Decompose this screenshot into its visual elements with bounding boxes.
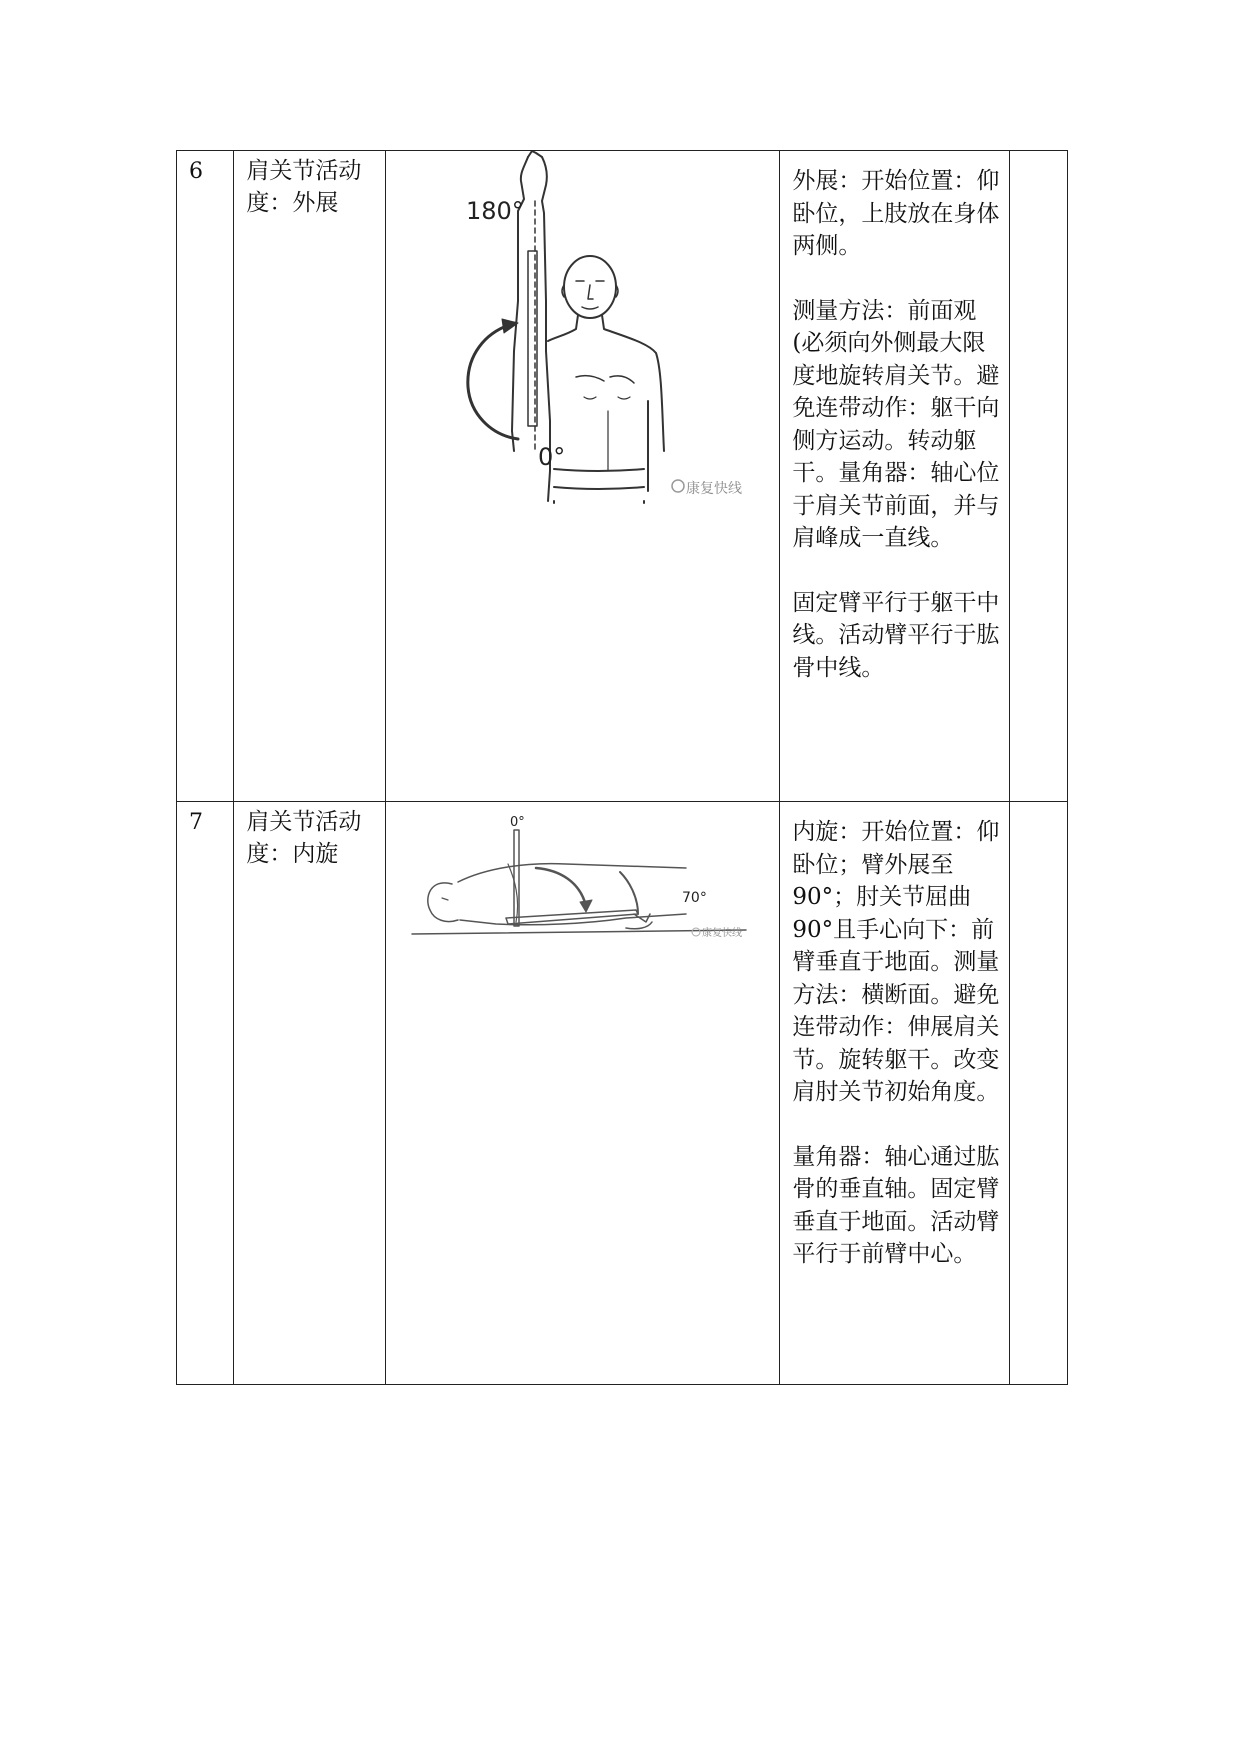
item-name-cell xyxy=(234,802,386,1385)
description-paragraph: 固定臂平行于躯干中线。活动臂平行于肱骨中线。 xyxy=(792,589,1000,681)
item-name: 肩关节活动度：外展 xyxy=(246,158,362,216)
watermark-text: 康复快线 xyxy=(702,928,743,939)
assessment-table xyxy=(176,150,1068,1385)
description-paragraph: 外展：开始位置：仰卧位，上肢放在身体两侧。 xyxy=(792,168,1000,259)
description-paragraph: 量角器：轴心通过肱骨的垂直轴。固定臂垂直于地面。活动臂平行于前臂中心。 xyxy=(792,1143,1000,1267)
row-number: 7 xyxy=(189,810,203,835)
watermark-text: 康复快线 xyxy=(686,481,743,497)
item-name-cell xyxy=(234,151,386,802)
description-paragraph: 测量方法：前面观(必须向外侧最大限度地旋转肩关节。避免连带动作：躯干向侧方运动。转动躯干。量角器：轴心位于肩关节前面，并与肩峰成一直线。 xyxy=(792,297,1000,551)
figure-cell xyxy=(386,151,780,802)
description-cell xyxy=(780,802,1009,1385)
table-row xyxy=(177,151,1068,802)
row-number-cell xyxy=(177,151,234,802)
shoulder-internal-rotation-figure-icon xyxy=(386,802,778,952)
description xyxy=(780,802,1008,1271)
row-number-cell xyxy=(177,802,234,1385)
description-cell xyxy=(780,151,1009,802)
description-paragraph: 内旋：开始位置：仰卧位；臂外展至90°；肘关节屈曲90°且手心向下：前臂垂直于地面。测量方法：横断面。避免连带动作：伸展肩关节。旋转躯干。改变肩肘关节初始角度。 xyxy=(792,819,1000,1105)
angle-label-180: 180° xyxy=(466,197,524,225)
figure-cell xyxy=(386,802,780,1385)
row-number: 6 xyxy=(189,159,203,184)
description xyxy=(780,151,1008,684)
table-row xyxy=(177,802,1068,1385)
empty-cell xyxy=(1009,802,1067,1385)
angle-label-0: 0° xyxy=(538,443,566,471)
item-name: 肩关节活动度：内旋 xyxy=(246,809,362,867)
shoulder-abduction-figure-icon xyxy=(386,151,778,801)
angle-label-0: 0° xyxy=(510,815,525,830)
empty-cell xyxy=(1009,151,1067,802)
angle-label-70: 70° xyxy=(682,890,707,906)
